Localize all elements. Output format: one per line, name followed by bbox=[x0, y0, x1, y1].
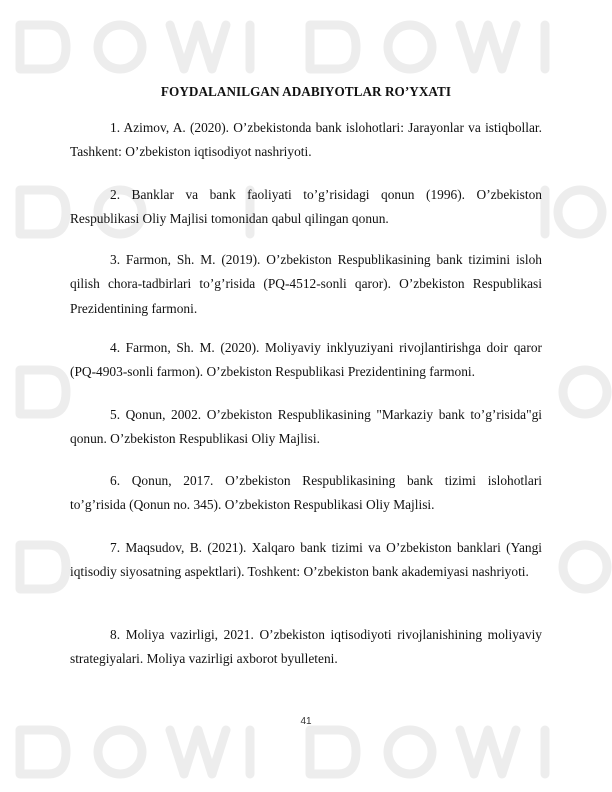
reference-item-6: 6. Qonun, 2017. O’zbekiston Respublikasining bank tizimi islohotlari to’g’risida (Qonun no. 345). O’zbekiston Respublikasi Oliy Majlisi. bbox=[70, 473, 542, 513]
reference-item-5: 5. Qonun, 2002. O’zbekiston Respublikasining "Markaziy bank to’g’risida"gi qonun. O’zbekiston Respublikasi Oliy Majlisi. bbox=[70, 407, 542, 447]
page-title: FOYDALANILGAN ADABIYOTLAR RO’YXATI bbox=[160, 84, 452, 99]
reference-item-3: 3. Farmon, Sh. M. (2019). O’zbekiston Respublikasining bank tizimini isloh qilish chora-tadbirlari to’g’risida (PQ-4512-sonli qaror). O’zbekiston Respublikasi Prezidentining farmoni. bbox=[70, 252, 542, 316]
reference-item-4: 4. Farmon, Sh. M. (2020). Moliyaviy inklyuziyani rivojlantirishga doir qaror (PQ-4903-sonli farmon). O’zbekiston Respublikasi Prezidentining farmoni. bbox=[70, 340, 542, 380]
page-number: 41 bbox=[300, 716, 312, 727]
reference-item-7: 7. Maqsudov, B. (2021). Xalqaro bank tizimi va O’zbekiston banklari (Yangi iqtisodiy siyosatning aspektlari). Toshkent: O’zbekiston bank akademiyasi nashriyoti. bbox=[70, 540, 542, 580]
reference-item-8: 8. Moliya vazirligi, 2021. O’zbekiston iqtisodiyoti rivojlanishining moliyaviy strategiyalari. Moliya vazirligi axborot byulleteni. bbox=[70, 627, 542, 667]
reference-item-1: 1. Azimov, A. (2020). O’zbekistonda bank islohotlari: Jarayonlar va istiqbollar. Tashkent: O’zbekiston iqtisodiyot nashriyoti. bbox=[70, 120, 542, 160]
reference-item-2: 2. Banklar va bank faoliyati to’g’risidagi qonun (1996). O’zbekiston Respublikasi Oliy Majlisi tomonidan qabul qilingan qonun. bbox=[70, 187, 542, 227]
